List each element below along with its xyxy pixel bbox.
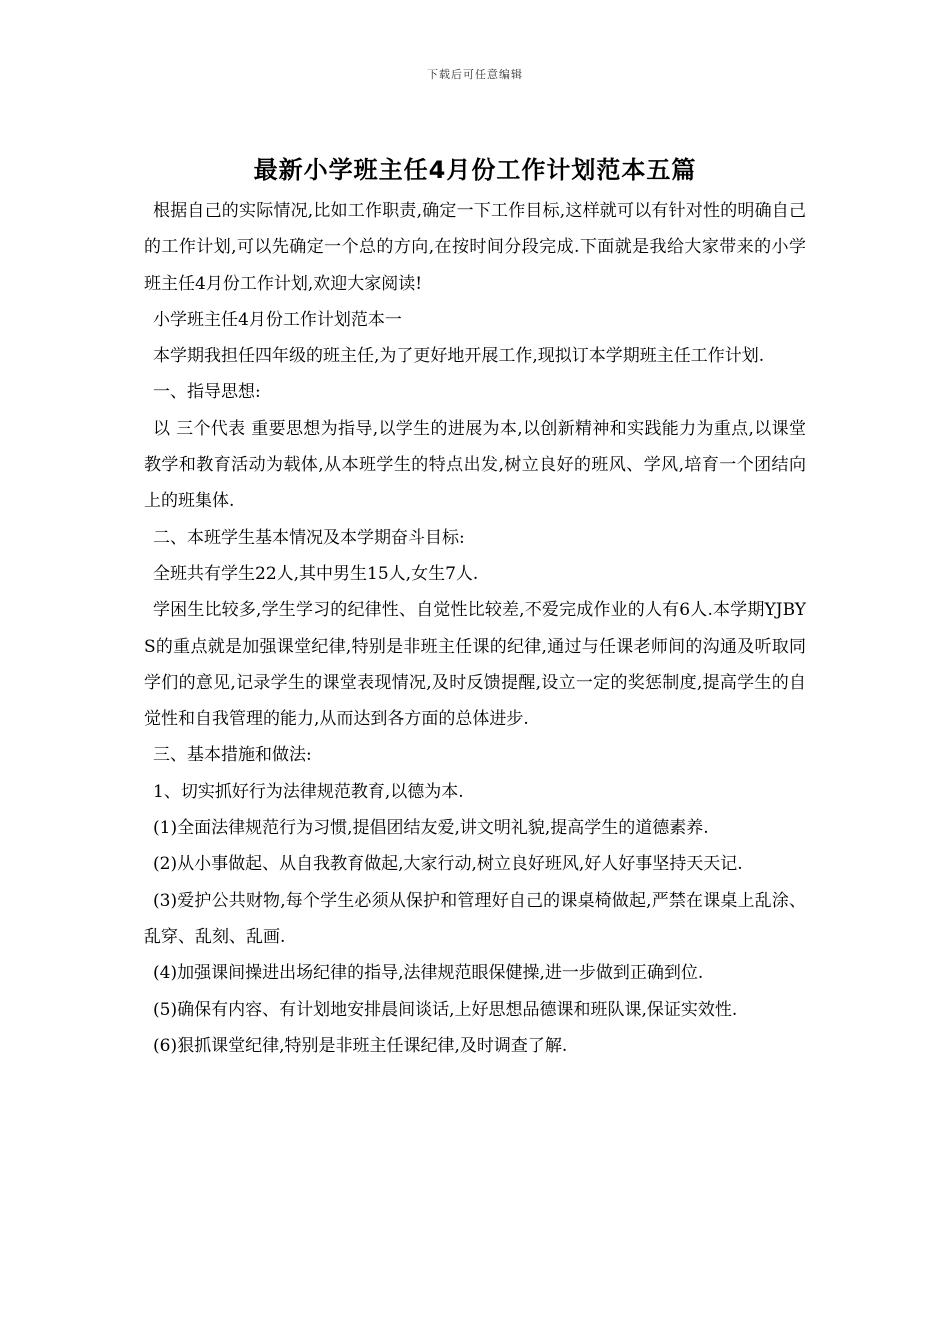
- page-header-note: 下载后可任意编辑: [427, 68, 523, 81]
- paragraph: 本学期我担任四年级的班主任,为了更好地开展工作,现拟订本学期班主任工作计划.: [153, 346, 765, 367]
- paragraph: 学困生比较多,学生学习的纪律性、自觉性比较差,不爱完成作业的人有6人.本学期YJBYS的重点就是加强课堂纪律,特别是非班主任课的纪律,通过与任课老师间的沟通及听取同学们的意见,记录学生的课堂表现情况,及时反馈提醒,设立一定的奖惩制度,提高学生的自觉性和自我管理的能力,从而达到各方面的总体进步.: [144, 600, 806, 730]
- paragraph: 全班共有学生22人,其中男生15人,女生7人.: [153, 563, 479, 584]
- paragraph-heading: 二、本班学生基本情况及本学期奋斗目标:: [153, 527, 465, 548]
- document-body: [144, 193, 806, 1064]
- paragraph-list-item: (2)从小事做起、从自我教育做起,大家行动,树立良好班风,好人好事坚持天天记.: [153, 854, 743, 875]
- paragraph-list-item: (4)加强课间操进出场纪律的指导,法律规范眼保健操,进一步做到正确到位.: [153, 963, 704, 984]
- paragraph-heading: 三、基本措施和做法:: [153, 745, 312, 766]
- paragraph-list-item: (6)狠抓课堂纪律,特别是非班主任课纪律,及时调查了解.: [153, 1035, 568, 1056]
- document-title: 最新小学班主任4月份工作计划范本五篇: [253, 156, 697, 184]
- paragraph-section-title: 小学班主任4月份工作计划范本一: [153, 309, 402, 330]
- paragraph-intro: 根据自己的实际情况,比如工作职责,确定一下工作目标,这样就可以有针对性的明确自己的工作计划,可以先确定一个总的方向,在按时间分段完成.下面就是我给大家带来的小学班主任4月份工作计划,欢迎大家阅读!: [144, 201, 806, 294]
- paragraph-list-item: (3)爱护公共财物,每个学生必须从保护和管理好自己的课桌椅做起,严禁在课桌上乱涂、乱穿、乱刻、乱画.: [144, 890, 806, 947]
- paragraph: 1、切实抓好行为法律规范教育,以德为本.: [153, 781, 464, 802]
- paragraph-list-item: (1)全面法律规范行为习惯,提倡团结友爱,讲文明礼貌,提高学生的道德素养.: [153, 818, 709, 839]
- paragraph-heading: 一、指导思想:: [153, 382, 261, 403]
- paragraph-list-item: (5)确保有内容、有计划地安排晨间谈话,上好思想品德课和班队课,保证实效性.: [153, 999, 738, 1020]
- paragraph: 以 三个代表 重要思想为指导,以学生的进展为本,以创新精神和实践能力为重点,以课堂教学和教育活动为载体,从本班学生的特点出发,树立良好的班风、学风,培育一个团结向上的班集体.: [144, 418, 806, 512]
